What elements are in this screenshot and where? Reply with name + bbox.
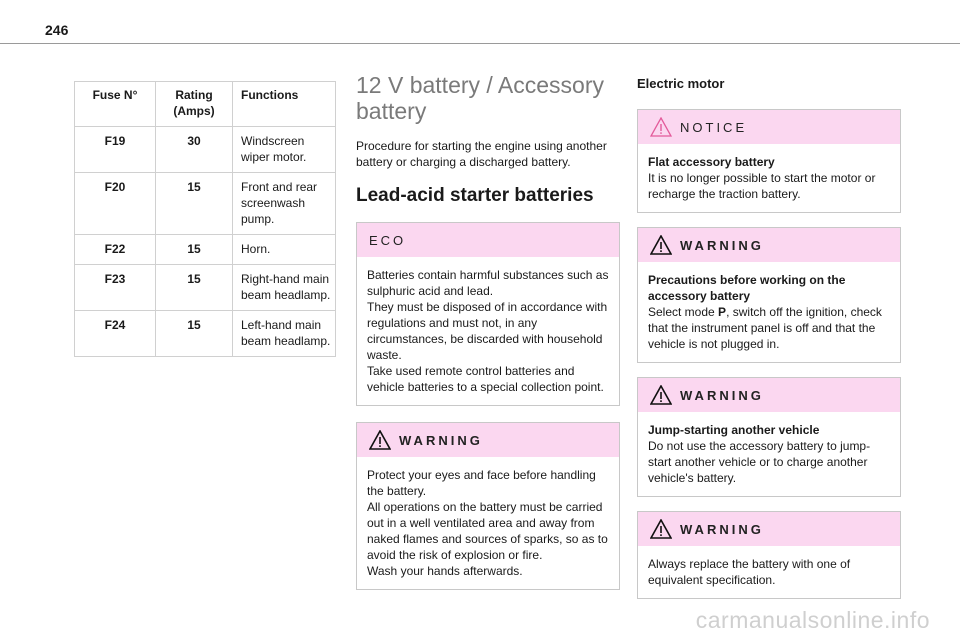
rating-cell: 30	[156, 127, 233, 173]
section-title: 12 V battery / Accessory battery	[356, 72, 605, 124]
header-functions: Functions	[233, 82, 336, 127]
rating-cell: 15	[156, 311, 233, 357]
warning-text-post: , switch off the ignition, check that the instrument panel is off and that the vehicle is not plugged in.	[648, 305, 882, 351]
warning-box-body	[638, 546, 900, 598]
warning-box-header	[638, 512, 900, 546]
page-number: 246	[45, 22, 69, 38]
fuse-table-header-row	[75, 82, 336, 127]
warning-box-replace	[637, 511, 901, 599]
fuse-table	[74, 81, 336, 357]
fuse-cell: F23	[75, 265, 156, 311]
eco-box-body	[357, 257, 619, 405]
function-cell: Windscreen wiper motor.	[233, 127, 336, 173]
warning-text	[648, 304, 890, 352]
warning-text: Always replace the battery with one of equivalent specification.	[648, 557, 851, 587]
notice-box-body	[638, 144, 900, 212]
warning-box-precautions	[637, 227, 901, 363]
warning-text: Do not use the accessory battery to jump-start another vehicle or to charge another vehicle's battery.	[648, 439, 871, 485]
function-cell: Horn.	[233, 235, 336, 265]
header-fuse: Fuse N°	[75, 82, 156, 127]
table-row	[75, 311, 336, 357]
notice-box	[637, 109, 901, 213]
fuse-cell: F20	[75, 173, 156, 235]
warning-box-body	[357, 457, 619, 589]
warning-label: WARNING	[680, 521, 764, 537]
battery-column	[356, 72, 620, 590]
fuse-cell: F24	[75, 311, 156, 357]
warning-box-header	[357, 423, 619, 457]
warning-text: Protect your eyes and face before handling the battery. All operations on the battery must be carried out in a well ventilated area and away from naked flames and sources of sparks, so as to avoid the risk of explosion or fire. Wash your hands afterwards.	[367, 468, 608, 578]
warning-box-header	[638, 378, 900, 412]
warning-text-pre: Select mode	[648, 305, 719, 319]
fuse-cell: F22	[75, 235, 156, 265]
header-rule	[0, 43, 960, 44]
function-cell: Right-hand main beam headlamp.	[233, 265, 336, 311]
fuse-cell: F19	[75, 127, 156, 173]
warning-box-body	[638, 262, 900, 362]
warning-box-jump-start	[637, 377, 901, 497]
warning-triangle-icon	[650, 385, 672, 405]
warning-heading: Precautions before working on the accessory battery	[648, 273, 846, 303]
watermark: carmanualsonline.info	[695, 607, 930, 633]
table-row	[75, 235, 336, 265]
table-row	[75, 265, 336, 311]
notice-text: It is no longer possible to start the motor or recharge the traction battery.	[648, 171, 876, 201]
section-intro: Procedure for starting the engine using another battery or charging a discharged battery.	[356, 139, 607, 169]
table-row	[75, 127, 336, 173]
header-rating: Rating (Amps)	[156, 82, 233, 127]
warning-box-header	[638, 228, 900, 262]
mode-letter: P	[718, 305, 727, 319]
notice-label: NOTICE	[680, 119, 748, 135]
warning-label: WARNING	[399, 432, 483, 448]
electric-motor-title: Electric motor	[637, 76, 725, 91]
subsection-title: Lead-acid starter batteries	[356, 185, 594, 206]
rating-cell: 15	[156, 235, 233, 265]
table-row	[75, 173, 336, 235]
function-cell: Front and rear screenwash pump.	[233, 173, 336, 235]
eco-text: Batteries contain harmful substances such as sulphuric acid and lead. They must be disposed of in accordance with regulations and must not, in any circumstances, be discarded with household waste. Take used remote control batteries and vehicle batteries to a special collection point.	[367, 268, 609, 394]
warning-heading: Jump-starting another vehicle	[648, 423, 820, 437]
notice-triangle-icon	[650, 117, 672, 137]
notice-box-header	[638, 110, 900, 144]
warning-triangle-icon	[650, 235, 672, 255]
warning-label: WARNING	[680, 387, 764, 403]
eco-label: ECO	[369, 232, 407, 248]
warning-triangle-icon	[369, 430, 391, 450]
rating-cell: 15	[156, 265, 233, 311]
warning-box-body	[638, 412, 900, 496]
eco-box-header	[357, 223, 619, 257]
warning-label: WARNING	[680, 237, 764, 253]
function-cell: Left-hand main beam headlamp.	[233, 311, 336, 357]
electric-motor-column	[637, 72, 901, 599]
warning-triangle-icon	[650, 519, 672, 539]
rating-cell: 15	[156, 173, 233, 235]
eco-box	[356, 222, 620, 406]
notice-heading: Flat accessory battery	[648, 155, 775, 169]
warning-box	[356, 422, 620, 590]
